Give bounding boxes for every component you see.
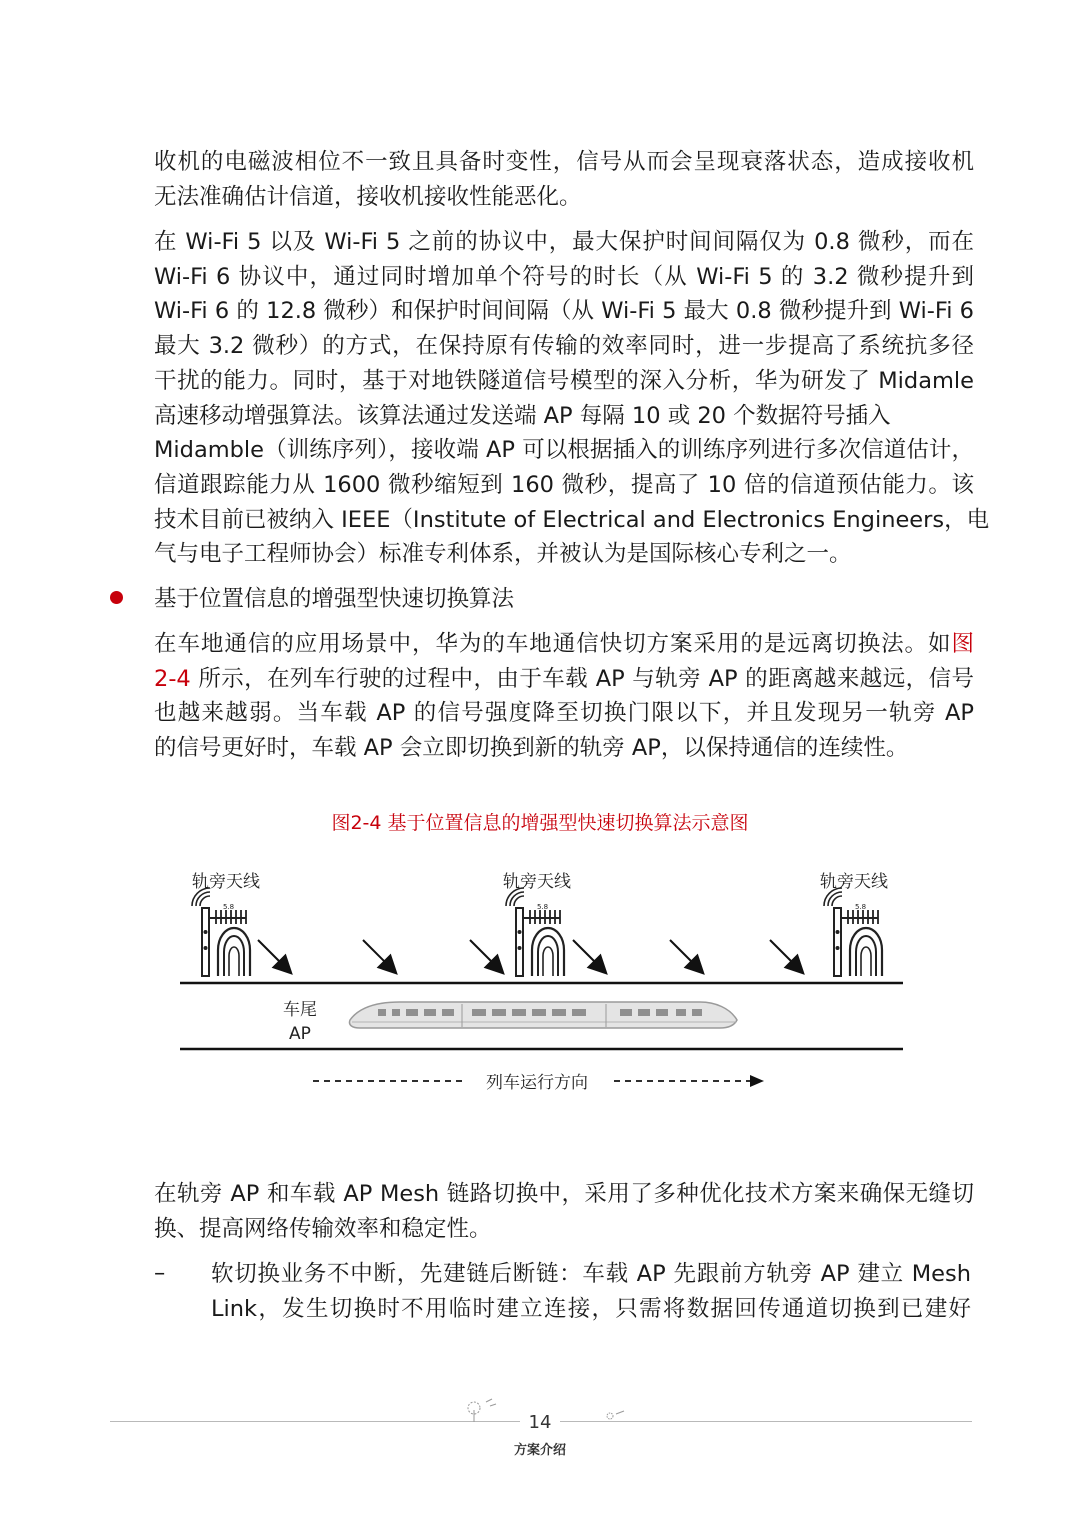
paragraph-line: 在 Wi-Fi 5 以及 Wi-Fi 5 之前的协议中，最大保护时间间隔仅为 0.8 微秒，而在 [154, 229, 974, 255]
paragraph-line: 信道跟踪能力从 1600 微秒缩短到 160 微秒，提高了 10 倍的信道预估能力。该 [154, 471, 974, 498]
paragraph-line: 的信号更好时，车载 AP 会立即切换到新的轨旁 AP，以保持通信的连续性。 [154, 735, 909, 762]
trackside-antenna-icon [192, 888, 250, 976]
signal-arrow [258, 940, 290, 972]
paragraph-line: 也越来越弱。当车载 AP 的信号强度降至切换门限以下，并且发现另一轨旁 AP [154, 700, 974, 727]
antenna-label-center: 轨旁天线 [503, 872, 571, 892]
paragraph-3 [154, 627, 974, 766]
paragraph-line: 无法准确估计信道，接收机接收性能恶化。 [154, 183, 582, 210]
paragraph-1 [154, 145, 974, 214]
bullet-dot-icon [110, 591, 123, 604]
paragraph-line: 在轨旁 AP 和车载 AP Mesh 链路切换中，采用了多种优化技术方案来确保无缝切 [154, 1181, 974, 1207]
signal-arrows [258, 940, 802, 972]
list-dash-marker: – [154, 1260, 166, 1286]
sub-item-paragraph [211, 1257, 971, 1326]
paragraph-line: 干扰的能力。同时，基于对地铁隧道信号模型的深入分析，华为研发了 Midamle [154, 367, 974, 394]
signal-arrow [363, 940, 395, 972]
figure-caption: 图2-4 基于位置信息的增强型快速切换算法示意图 [331, 812, 749, 834]
rear-ap-label: AP [289, 1024, 311, 1044]
handover-diagram [0, 850, 1080, 1110]
signal-arrow [573, 940, 605, 972]
paragraph-line [154, 627, 974, 662]
signal-arrow [470, 940, 502, 972]
paragraph-4 [154, 1177, 974, 1246]
paragraph-line: 气与电子工程师协会）标准专利体系，并被认为是国际核心专利之一。 [154, 541, 852, 568]
paragraph-2 [154, 225, 990, 572]
paragraph-text: 所示，在列车行驶的过程中，由于车载 AP 与轨旁 AP 的距离越来越远，信号 [190, 665, 974, 692]
paragraph-line: 技术目前已被纳入 IEEE（Institute of Electrical and Electronics Engineers，电 [154, 506, 990, 533]
paragraph-line: Wi-Fi 6 协议中，通过同时增加单个符号的时长（从 Wi-Fi 5 的 3.2 微秒提升到 [154, 263, 974, 290]
paragraph-line: 收机的电磁波相位不一致且具备时变性，信号从而会呈现衰落状态，造成接收机 [154, 149, 974, 175]
paragraph-line: 换、提高网络传输效率和稳定性。 [154, 1215, 492, 1242]
paragraph-line [154, 662, 974, 697]
figure-reference-link[interactable]: 图 [951, 631, 974, 657]
antenna-label-left: 轨旁天线 [192, 872, 260, 892]
signal-arrow [670, 940, 702, 972]
page-number: 14 [528, 1412, 552, 1433]
signal-band-label: 5.8 [855, 903, 867, 911]
paragraph-line: Midamble（训练序列），接收端 AP 可以根据插入的训练序列进行多次信道估计， [154, 437, 974, 464]
trackside-antenna-icon [506, 888, 564, 976]
paragraph-line: 高速移动增强算法。该算法通过发送端 AP 每隔 10 或 20 个数据符号插入 [154, 402, 891, 429]
antenna-label-right: 轨旁天线 [820, 872, 888, 892]
direction-arrow-icon [750, 1075, 764, 1087]
direction-label: 列车运行方向 [486, 1073, 588, 1093]
footer-section-label: 方案介绍 [513, 1443, 566, 1458]
signal-arrow [770, 940, 802, 972]
paragraph-text: 在车地通信的应用场景中，华为的车地通信快切方案采用的是远离切换法。如 [154, 631, 952, 657]
train-icon [349, 1002, 737, 1028]
paragraph-line: 最大 3.2 微秒）的方式，在保持原有传输的效率同时，进一步提高了系统抗多径 [154, 333, 974, 360]
trackside-antenna-icon [824, 888, 882, 976]
rear-ap-label: 车尾 [283, 1000, 317, 1020]
bullet-heading: 基于位置信息的增强型快速切换算法 [154, 586, 515, 612]
figure-reference-link[interactable]: 2-4 [154, 665, 191, 692]
paragraph-line: Wi-Fi 6 的 12.8 微秒）和保护时间间隔（从 Wi-Fi 5 最大 0.8 微秒提升到 Wi-Fi 6 [154, 298, 974, 325]
paragraph-line: Link，发生切换时不用临时建立连接，只需将数据回传通道切换到已建好 [211, 1295, 971, 1322]
signal-band-label: 5.8 [537, 903, 549, 911]
paragraph-line: 软切换业务不中断，先建链后断链：车载 AP 先跟前方轨旁 AP 建立 Mesh [211, 1261, 971, 1287]
signal-band-label: 5.8 [223, 903, 235, 911]
